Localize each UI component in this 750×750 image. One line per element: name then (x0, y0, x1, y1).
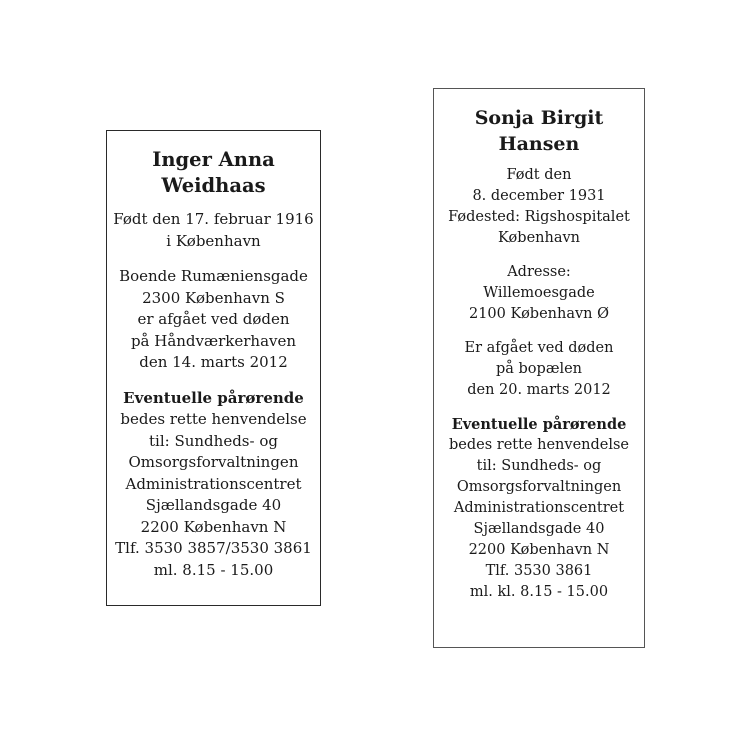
contact-info (107, 388, 320, 582)
address-postcode: 2100 København Ø (468, 306, 610, 322)
contact-postcode: 2200 København N (468, 542, 610, 558)
address-label: Adresse: (507, 264, 571, 280)
residence-postcode: 2300 København S (142, 288, 285, 307)
death-notice-inger-anna-weidhaas (106, 130, 321, 606)
contact-line: bedes rette henvendelse (448, 437, 630, 453)
birth-label: Født den (506, 167, 572, 183)
contact-hours: ml. kl. 8.15 - 15.00 (469, 584, 609, 600)
contact-hours: ml. 8.15 - 15.00 (153, 560, 274, 579)
contact-street: Sjællandsgade 40 (473, 521, 605, 537)
death-date: den 14. marts 2012 (139, 353, 288, 371)
contact-department: Omsorgsforvaltningen (456, 479, 622, 495)
name-line: Sonja Birgit (474, 107, 604, 129)
death-date: den 20. marts 2012 (467, 382, 611, 398)
contact-line: til: Sundheds- og (149, 431, 278, 450)
contact-heading: Eventuelle pårørende (123, 388, 304, 407)
residence-and-death-info (107, 266, 320, 374)
contact-office: Administrationscentret (453, 500, 625, 516)
contact-street: Sjællandsgade 40 (145, 496, 282, 514)
death-place: på Håndværkerhaven (130, 331, 297, 350)
death-place: på bopælen (495, 361, 583, 377)
birth-info (107, 209, 320, 252)
birth-place: i København (166, 231, 261, 250)
name-line: Weidhaas (161, 174, 266, 197)
birth-date: Født den 17. februar 1916 (113, 210, 314, 228)
contact-heading: Eventuelle pårørende (451, 416, 627, 433)
contact-line: til: Sundheds- og (476, 458, 602, 474)
address-street: Willemoesgade (483, 285, 595, 301)
contact-line: bedes rette henvendelse (120, 410, 307, 428)
contact-info (434, 414, 644, 603)
residence-street: Boende Rumæniensgade (119, 267, 308, 285)
birth-place: Fødested: Rigshospitalet (448, 209, 630, 225)
name-line: Inger Anna (152, 148, 275, 171)
birth-info (434, 165, 644, 249)
contact-office: Administrationscentret (125, 474, 302, 493)
death-notice-sonja-birgit-hansen (433, 88, 645, 648)
death-statement: Er afgået ved døden (464, 340, 614, 356)
birth-date: 8. december 1931 (472, 188, 606, 204)
death-statement: er afgået ved døden (137, 310, 290, 328)
name-line: Hansen (498, 133, 580, 155)
contact-phone: Tlf. 3530 3857/3530 3861 (115, 539, 312, 557)
deceased-name (107, 147, 320, 199)
birth-city: København (497, 230, 581, 246)
contact-postcode: 2200 København N (140, 517, 287, 536)
contact-department: Omsorgsforvaltningen (128, 453, 299, 471)
deceased-name (434, 105, 644, 157)
death-info (434, 338, 644, 401)
contact-phone: Tlf. 3530 3861 (485, 563, 593, 579)
address-info (434, 262, 644, 325)
